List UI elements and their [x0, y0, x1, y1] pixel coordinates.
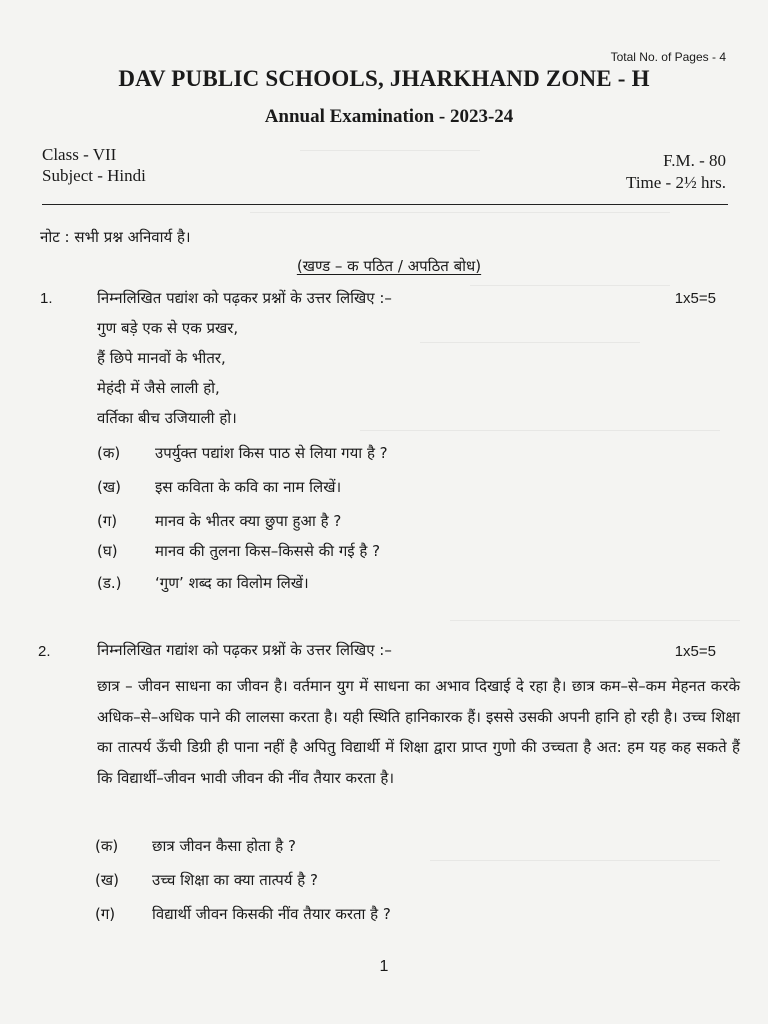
- sub-question-text: उपर्युक्त पद्यांश किस पाठ से लिया गया है ?: [155, 444, 388, 462]
- sub-question-text: इस कविता के कवि का नाम लिखें।: [155, 478, 342, 496]
- sub-question-text: छात्र जीवन कैसा होता है ?: [152, 837, 296, 855]
- sub-question-label: (क): [95, 837, 119, 855]
- sub-question-text: ‘गुण’ शब्द का विलोम लिखें।: [155, 574, 309, 592]
- sub-question-label: (क): [97, 444, 121, 462]
- question-instruction: निम्नलिखित पद्यांश को पढ़कर प्रश्नों के उत्तर लिखिए :–: [97, 289, 392, 307]
- sub-question-text: मानव की तुलना किस–किससे की गई है ?: [155, 542, 381, 560]
- sub-question-label: (ख): [97, 478, 121, 496]
- sub-question-label: (ग): [95, 905, 116, 923]
- question-marks: 1x5=5: [674, 290, 716, 307]
- header-divider: [42, 204, 728, 205]
- poem-line: मेहंदी में जैसे लाली हो,: [97, 379, 220, 397]
- class-label: Class - VII: [42, 145, 117, 164]
- poem-line: गुण बड़े एक से एक प्रखर,: [97, 319, 239, 337]
- sub-question-label: (ग): [97, 512, 118, 530]
- page-number: 1: [379, 958, 389, 975]
- instructions-note: नोट : सभी प्रश्न अनिवार्य है।: [40, 228, 191, 246]
- poem-line: हैं छिपे मानवों के भीतर,: [97, 349, 226, 367]
- sub-question-text: मानव के भीतर क्या छुपा हुआ है ?: [155, 512, 342, 530]
- question-number: 2.: [38, 643, 51, 660]
- question-instruction: निम्नलिखित गद्यांश को पढ़कर प्रश्नों के उत्तर लिखिए :–: [97, 641, 392, 659]
- question-number: 1.: [40, 290, 53, 307]
- sub-question-text: उच्च शिक्षा का क्या तात्पर्य है ?: [152, 871, 318, 889]
- sub-question-text: विद्यार्थी जीवन किसकी नींव तैयार करता है ?: [152, 905, 391, 923]
- subject-label: Subject - Hindi: [42, 166, 146, 185]
- sub-question-label: (घ): [97, 542, 118, 560]
- sub-question-label: (ड.): [97, 574, 122, 592]
- question-marks: 1x5=5: [674, 643, 716, 660]
- exam-title: Annual Examination - 2023-24: [264, 106, 514, 127]
- section-title: (खण्ड – क पठित / अपठित बोध): [296, 257, 482, 275]
- poem-line: वर्तिका बीच उजियाली हो।: [97, 409, 237, 427]
- school-title: DAV PUBLIC SCHOOLS, JHARKHAND ZONE - H: [118, 66, 650, 91]
- full-marks-label: F.M. - 80: [663, 151, 726, 170]
- sub-question-label: (ख): [95, 871, 119, 889]
- prose-passage: छात्र – जीवन साधना का जीवन है। वर्तमान युग में साधना का अभाव दिखाई दे रहा है। छात्र कम–से–कम मेहनत करके अधिक–से–अधिक पाने की लालसा करता है। यही स्थिति हानिकारक हैं। इससे उसकी अपनी हानि हो रही है। उच्च शिक्षा का तात्पर्य ऊँची डिग्री ही पाना नहीं है अपितु विद्यार्थी में शिक्षा द्वारा प्राप्त गुणो की उच्चता है अत: हम यह कह सकते हैं कि विद्यार्थी–जीवन भावी जीवन की नींव तैयार करता है।: [97, 677, 740, 787]
- total-pages-label: Total No. of Pages - 4: [610, 50, 726, 64]
- time-label: Time - 2½ hrs.: [626, 173, 726, 192]
